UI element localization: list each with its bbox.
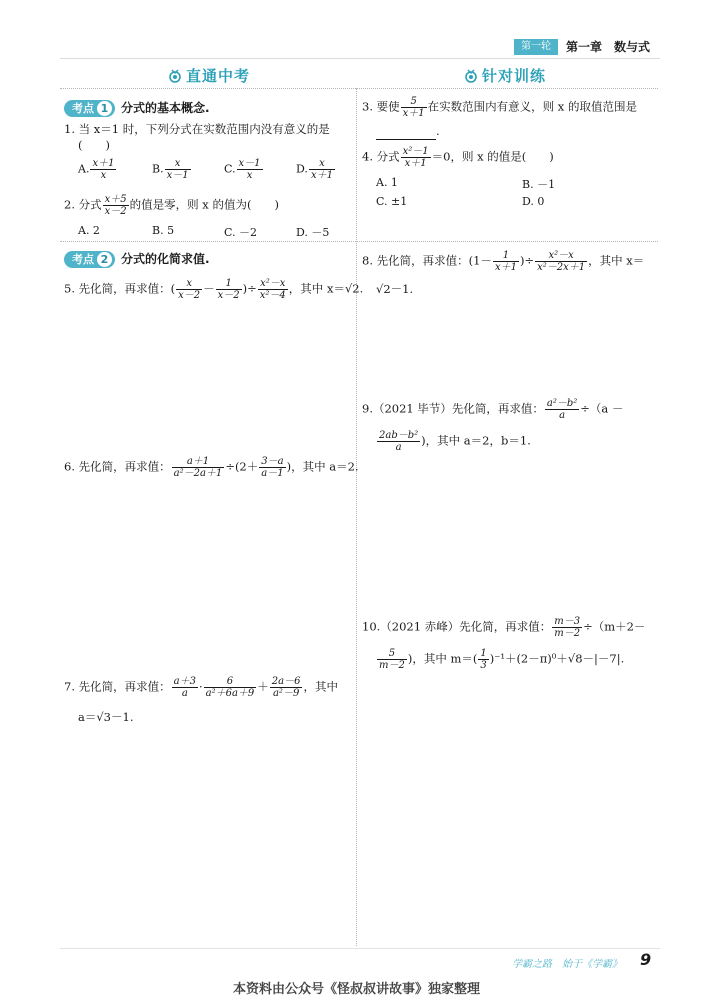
kaodian-title: 分式的化简求值. — [121, 252, 210, 266]
chapter-title: 第一章 数与式 — [566, 40, 651, 54]
question-4-option-d: D. 0 — [522, 195, 545, 208]
question-6: 6. 先化简，再求值： $\frac{a+1}{\text{a²－2a＋1}}$ ÷(2＋ $\frac{3-a}{a-1}$ )，其中 a＝2. — [64, 456, 359, 479]
question-10-line2: $\frac{5}{m-2}$ )，其中 m＝( $\frac{1}{3}$ )⁻¹＋(2－π)⁰＋√8－|－7|. — [379, 648, 625, 671]
question-4-option-a: A. 1 — [376, 176, 398, 189]
question-1-option-c: C. $\frac{x-1}{x}$ — [224, 158, 261, 181]
medal-icon — [464, 69, 478, 83]
question-9-line2: $\frac{\text{2ab－b²}}{a}$ )，其中 a＝2，b＝1. — [379, 430, 531, 453]
page-number: 9 — [640, 950, 652, 969]
question-9: 9.（2021 毕节）先化简，再求值： $\frac{\text{a²－b²}}{a}$ ÷（a － — [362, 398, 624, 421]
footer-series: 学霸之路 始于《学霸》 — [512, 959, 622, 970]
section-title-right-text: 针对训练 — [482, 67, 547, 85]
question-4: 4. 分式 $\frac{\text{x²－1}}{x+1}$ ＝0，则 x 的值是( ) — [362, 146, 554, 169]
kaodian-badge: 考点 2 — [64, 251, 115, 268]
kaodian-badge: 考点 1 — [64, 100, 115, 117]
kaodian-title: 分式的基本概念. — [121, 101, 210, 115]
question-3: 3. 要使 $\frac{5}{x+1}$ 在实数范围内有意义，则 x 的取值范围是 — [362, 96, 637, 119]
header-rule — [60, 58, 660, 59]
question-10: 10.（2021 赤峰）先化简，再求值： $\frac{m-3}{m-2}$ ÷（m＋2－ — [362, 616, 646, 639]
question-2-option-c: C. －2 — [224, 226, 258, 239]
divider — [60, 241, 658, 242]
question-7-line2: a＝√3－1. — [78, 710, 134, 724]
question-2-option-b: B. 5 — [152, 224, 175, 237]
divider — [356, 88, 357, 946]
footer-rule — [60, 948, 660, 949]
answer-blank — [376, 127, 436, 140]
question-1-option-b: B. $\frac{x}{x-1}$ — [152, 158, 189, 181]
question-8-line2: √2－1. — [376, 282, 414, 296]
section-title-left-text: 直通中考 — [186, 67, 251, 85]
question-2-option-d: D. －5 — [296, 226, 330, 239]
divider — [60, 88, 658, 89]
section-title-right — [464, 65, 546, 86]
question-1-option-d: D. $\frac{x}{x+1}$ — [296, 158, 333, 181]
question-4-option-b: B. －1 — [522, 178, 556, 191]
question-2: 2. 分式 $\frac{x+5}{x-2}$ 的值是零，则 x 的值为( ) — [64, 194, 279, 217]
kaodian-2 — [64, 248, 210, 268]
question-7: 7. 先化简，再求值： $\frac{a+3}{a}$ · $\frac{6}{\text{a²＋6a＋9}}$ ＋ $\frac{2a-6}{\text{a²－9}}$ ，其中 — [64, 676, 338, 699]
chapter-tag: 第一轮 — [514, 39, 558, 55]
medal-icon — [168, 69, 182, 83]
question-8: 8. 先化简，再求值：(1－ $\frac{1}{x+1}$ )÷ $\frac{\text{x²－x}}{\text{x²－2x＋1}}$ ，其中 x＝ — [362, 250, 645, 273]
question-1-paren: ( ) — [78, 138, 110, 152]
kaodian-1 — [64, 97, 210, 117]
question-2-option-a: A. 2 — [78, 224, 100, 237]
question-3-answer-line: . — [376, 122, 440, 140]
question-1: 1. 当 x＝1 时，下列分式在实数范围内没有意义的是 — [64, 122, 330, 136]
question-1-option-a: A. $\frac{x+1}{x}$ — [78, 158, 115, 181]
question-5: 5. 先化简，再求值：( $\frac{x}{x-2}$ － $\frac{1}{x-2}$ )÷ $\frac{\text{x²－x}}{\text{x²－4}}$ ，其中 x＝√2. — [64, 278, 364, 301]
footer-note: 本资料由公众号《怪叔叔讲故事》独家整理 — [232, 982, 480, 997]
section-title-left — [168, 65, 250, 86]
question-4-option-c: C. ±1 — [376, 195, 408, 208]
